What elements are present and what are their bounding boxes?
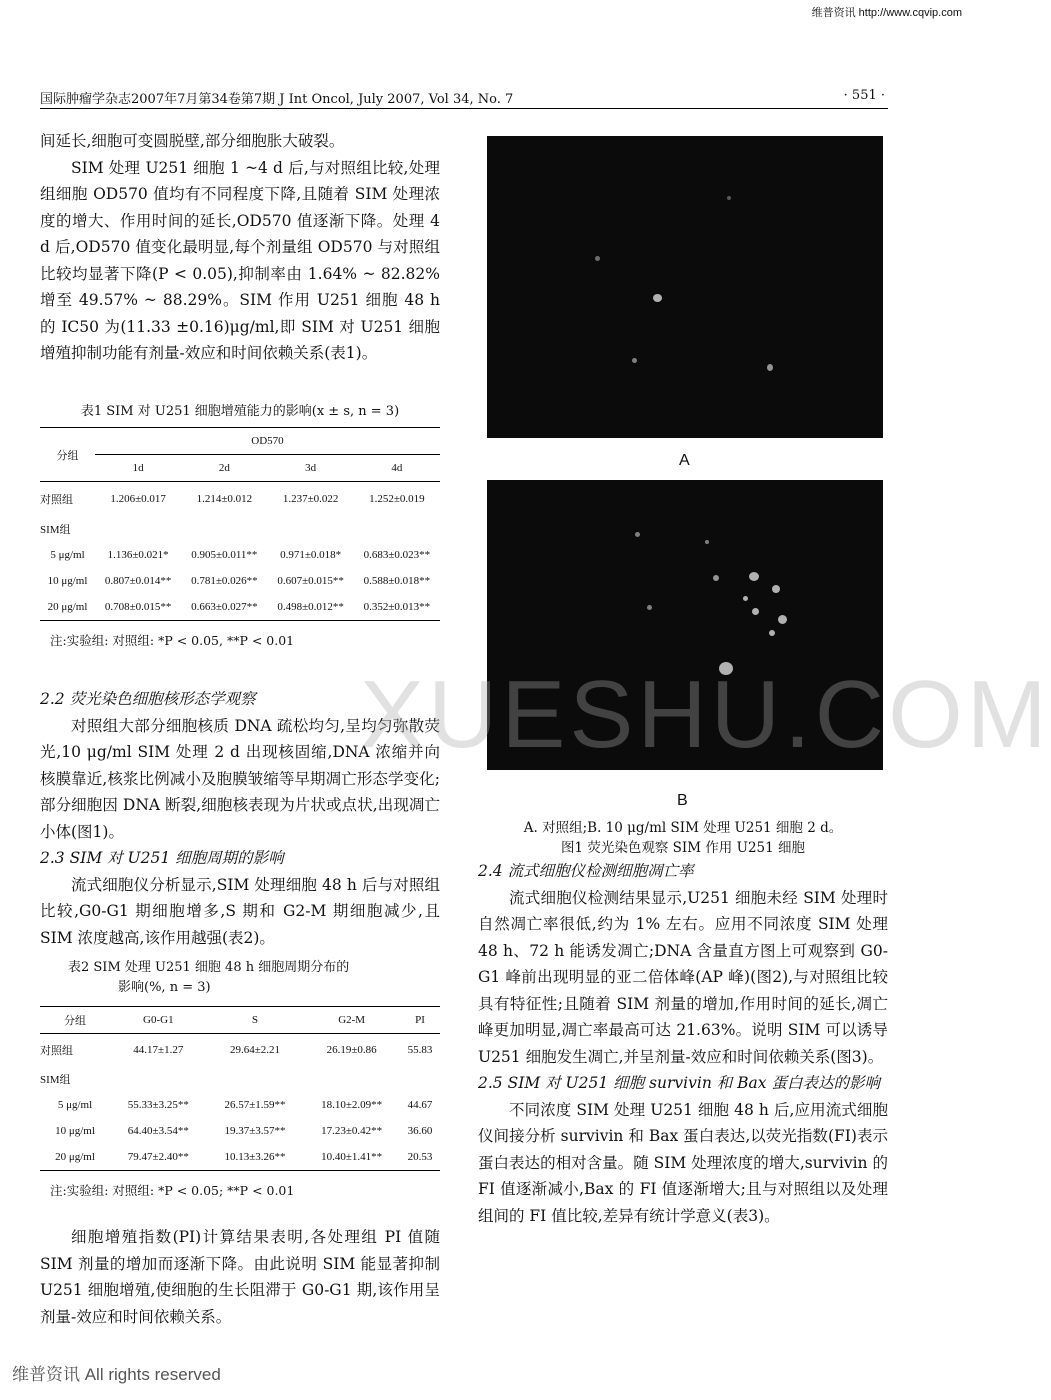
table-cell: 26.19±0.86 [326,1043,377,1056]
right-column [478,858,888,1229]
table1-grid [40,427,440,621]
table2-title: 表2 SIM 处理 U251 细胞 48 h 细胞周期分布的 [68,960,350,975]
table1 [40,400,440,649]
paragraph: SIM 处理 U251 细胞 1 ~4 d 后,与对照组比较,处理组细胞 OD570 值均有不同程度下降,且随着 SIM 处理浓度的增大、作用时间的延长,OD570 值逐渐下降。处理 4 d 后,OD570 值变化最明显,每个剂量组 OD570 与对照组比较均显著下降(P < 0.05),抑制率由 1.64% ~ 82.82% 增至 49.57% ~ 88.29%。SIM 作用 U251 细胞 48 h 的 IC50 为(11.33 ±0.16)μg/ml,即 SIM 对 U251 细胞增殖抑制功能有剂量-效应和时间依赖关系(表1)。 [40,158,440,362]
paragraph: 细胞增殖指数(PI)计算结果表明,各处理组 PI 值随 SIM 剂量的增加而逐渐下降。由此说明 SIM 能显著抑制 U251 细胞增殖,使细胞的生长阻滞于 G0-G1 期,该作用呈剂量-效应和时间依赖关系。 [40,1228,440,1326]
figure-image-a [487,136,883,438]
table-cell: 55.33±3.25** [127,1098,189,1111]
table-cell: SIM组 [40,1073,71,1086]
table2-note: 注:实验组: 对照组: *P < 0.05; **P < 0.01 [50,1182,295,1198]
table-cell: 0.663±0.027** [191,600,258,613]
site-url: 维普资讯 http://www.cqvip.com [811,7,962,19]
watermark: XUESHU.COM [360,661,1051,768]
table-row [40,482,440,516]
table-cell: 1.237±0.022 [282,492,339,505]
table-header: OD570 [95,428,440,455]
section-heading: 2.3 SIM 对 U251 细胞周期的影响 [40,849,284,867]
table-header: 3d [305,462,317,474]
paragraph: 流式细胞仪分析显示,SIM 处理细胞 48 h 后与对照组比较,G0-G1 期细胞增多,S 期和 G2-M 期细胞减少,且 SIM 浓度越高,该作用越强(表2)。 [40,875,440,947]
table-cell: SIM组 [40,523,71,536]
table-cell: 1.206±0.017 [110,492,166,505]
table-cell: 10.13±3.26** [224,1150,286,1163]
table-cell: 20 μg/ml [47,600,88,613]
table-cell: 10 μg/ml [55,1124,95,1137]
table-header: 分组 [64,1015,86,1027]
table-cell: 0.607±0.015** [277,574,344,587]
table-cell: 0.683±0.023** [363,548,431,561]
table-header: G0-G1 [143,1014,174,1026]
table-row [40,1066,440,1092]
figure-caption-title: 图1 荧光染色观察 SIM 作用 U251 细胞 [560,840,806,856]
table-cell: 0.352±0.013** [363,600,431,613]
table-cell: 0.781±0.026** [191,574,258,587]
table-row [40,516,440,542]
table1-title: 表1 SIM 对 U251 细胞增殖能力的影响(x ± s, n = 3) [80,404,400,419]
table-cell: 0.807±0.014** [104,574,172,587]
footer: 维普资讯 All rights reserved [12,1365,221,1384]
paragraph: 不同浓度 SIM 处理 U251 细胞 48 h 后,应用流式细胞仪间接分析 survivin 和 Bax 蛋白表达,以荧光指数(FI)表示蛋白表达的相对含量。随 SIM 处理浓度的增大,survivin 的 FI 值逐渐减小,Bax 的 FI 值逐渐增大;且与对照组以及处理组间的 FI 值比较,差异有统计学意义(表3)。 [478,1100,888,1225]
table-cell: 5 μg/ml [57,1098,93,1111]
table-cell: 1.252±0.019 [369,492,425,505]
table2-title: 影响(%, n = 3) [118,980,211,995]
section-heading: 2.2 荧光染色细胞核形态学观察 [40,690,256,708]
table-header: 2d [218,462,230,474]
figure1-caption [478,818,888,858]
table-row [40,1092,440,1118]
table-cell: 19.37±3.57** [224,1124,286,1137]
table-cell: 0.971±0.018* [280,548,342,561]
left-column-bottom [40,1224,440,1330]
table-cell: 10 μg/ml [47,574,88,587]
table-row [40,542,440,568]
page-number: · 551 · [843,88,885,103]
table-cell: 26.57±1.59** [224,1098,286,1111]
table-cell: 10.40±1.41** [321,1150,383,1163]
table-cell: 17.23±0.42** [321,1124,383,1137]
table-cell: 0.588±0.018** [363,574,431,587]
figure-label-b: B [677,792,688,809]
table-header: 1d [132,462,144,474]
paragraph: 间延长,细胞可变圆脱壁,部分细胞胀大破裂。 [40,132,345,150]
table-cell: 对照组 [40,493,73,506]
table-cell: 1.214±0.012 [196,492,253,505]
table-header: G2-M [338,1014,366,1026]
paragraph: 流式细胞仪检测结果显示,U251 细胞未经 SIM 处理时自然凋亡率很低,约为 1% 左右。应用不同浓度 SIM 处理 48 h、72 h 能诱发凋亡;DNA 含量直方图上可观察到 G0-G1 峰前出现明显的亚二倍体峰(AP 峰)(图2),与对照组比较具有特征性;且随着 SIM 剂量的增加,作用时间的延长,凋亡峰更加明显,凋亡率最高可达 21.63%。说明 SIM 可以诱导 U251 细胞发生凋亡,并呈剂量-效应和时间依赖关系(图3)。 [478,888,888,1066]
table-header: 分组 [56,449,79,462]
table-cell: 对照组 [40,1044,73,1057]
table-header: 4d [391,462,403,474]
journal-header: 国际肿瘤学杂志2007年7月第34卷第7期 J Int Oncol, July 2007, Vol 34, No. 7 [40,92,514,107]
section-heading: 2.5 SIM 对 U251 细胞 survivin 和 Bax 蛋白表达的影响 [478,1074,880,1092]
table-cell: 44.17±1.27 [133,1043,184,1056]
table-cell: 1.136±0.021* [107,548,169,561]
header-rule [40,108,888,109]
table-row [40,1144,440,1171]
table-cell: 20.53 [407,1150,433,1163]
table-cell: 0.708±0.015** [104,600,172,613]
table-cell: 20 μg/ml [55,1150,95,1163]
table-cell: 64.40±3.54** [127,1124,189,1137]
table2 [40,958,440,1199]
paragraph: 对照组大部分细胞核质 DNA 疏松均匀,呈均匀弥散荧光,10 μg/ml SIM 处理 2 d 出现核固缩,DNA 浓缩并向核膜靠近,核浆比例减小及胞膜皱缩等早期凋亡形态学变化;部分细胞因 DNA 断裂,细胞核表现为片状或点状,出现凋亡小体(图1)。 [40,716,440,841]
table-header: PI [415,1014,425,1026]
table-header: S [251,1014,259,1026]
table2-grid [40,1006,440,1171]
table-cell: 29.64±2.21 [229,1043,280,1056]
table1-note: 注:实验组: 对照组: *P < 0.05, **P < 0.01 [50,632,295,648]
table-cell: 18.10±2.09** [321,1098,383,1111]
table-cell: 0.905±0.011** [191,548,258,561]
table-cell: 5 μg/ml [50,548,85,561]
table-row [40,568,440,594]
left-column-top [40,128,440,367]
table-cell: 44.67 [407,1098,433,1111]
figure-caption-line: A. 对照组;B. 10 μg/ml SIM 处理 U251 细胞 2 d。 [523,820,843,836]
section-heading: 2.4 流式细胞仪检测细胞凋亡率 [478,862,694,880]
table-row [40,594,440,621]
table-cell: 79.47±2.40** [127,1150,189,1163]
table-cell: 36.60 [407,1124,433,1137]
figure-label-a: A [679,452,690,469]
table-row [40,1034,440,1066]
table-cell: 55.83 [407,1043,433,1056]
table-row [40,1118,440,1144]
table-cell: 0.498±0.012** [277,600,344,613]
